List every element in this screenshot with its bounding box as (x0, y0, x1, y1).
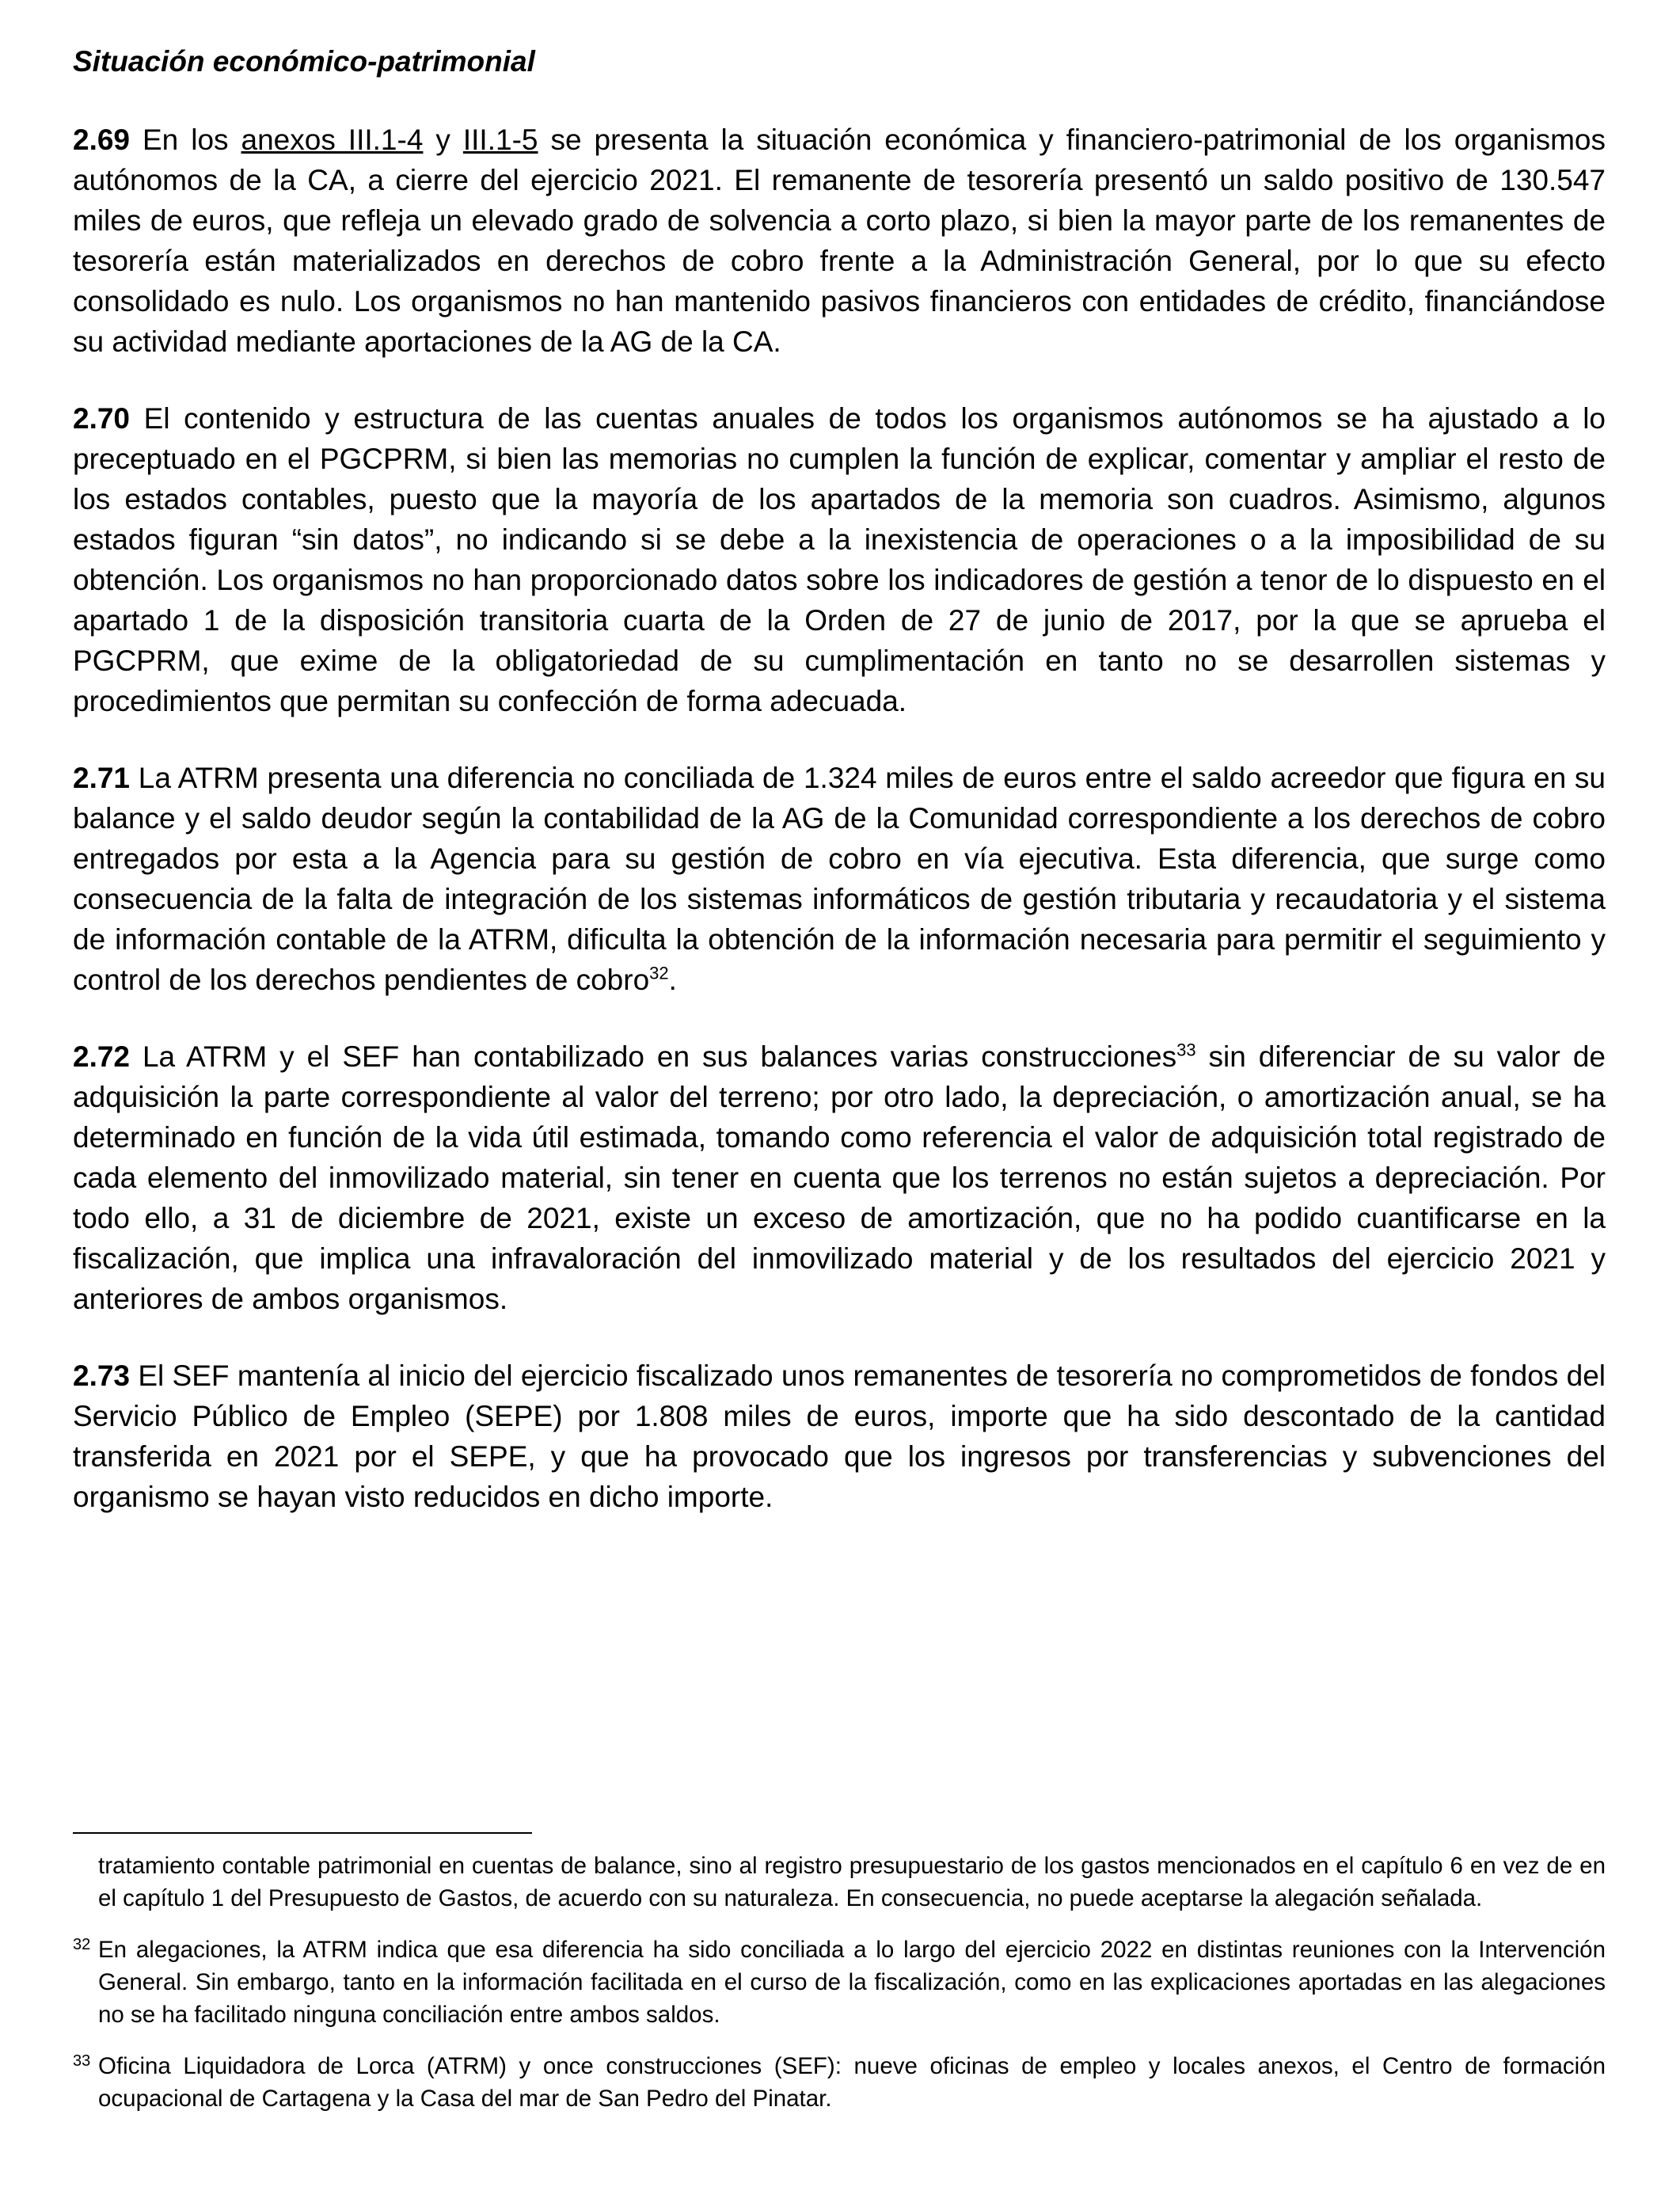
footnote-ref-32[interactable]: 32 (649, 963, 669, 983)
footnote-text: tratamiento contable patrimonial en cuentas de balance, sino al registro presupuestario de los gastos mencionados en el capítulo 6 en vez de en el capítulo 1 del Presupuesto de Gastos, de acuerdo con su naturaleza. En consecuencia, no puede aceptarse la alegación señalada. (98, 1853, 1606, 1911)
paragraph-text: El contenido y estructura de las cuentas anuales de todos los organismos autónomos se ha ajustado a lo preceptuado en el PGCPRM, si bien las memorias no cumplen la función de explicar, comentar y ampliar el resto de los estados contables, puesto que la mayoría de los apartados de la memoria son cuadros. Asimismo, algunos estados figuran “sin datos”, no indicando si se debe a la inexistencia de operaciones o a la imposibilidad de su obtención. Los organismos no han proporcionado datos sobre los indicadores de gestión a tenor de lo dispuesto en el apartado 1 de la disposición transitoria cuarta de la Orden de 27 de junio de 2017, por la que se aprueba el PGCPRM, que exime de la obligatoriedad de su cumplimentación en tanto no se desarrollen sistemas y procedimientos que permitan su confección de forma adecuada. (73, 402, 1606, 717)
footnote-33 (73, 2050, 1606, 2115)
paragraph-2-73 (73, 1356, 1606, 1517)
paragraph-number: 2.73 (73, 1359, 131, 1392)
footnote-32 (73, 1934, 1606, 2031)
paragraph-2-70 (73, 398, 1606, 721)
paragraph-2-71 (73, 758, 1606, 1000)
paragraph-text: sin diferenciar de su valor de adquisición la parte correspondiente al valor del terreno; por otro lado, la depreciación, o amortización anual, se ha determinado en función de la vida útil estimada, tomando como referencia el valor de adquisición total registrado de cada elemento del inmovilizado material, sin tener en cuenta que los terrenos no están sujetos a depreciación. Por todo ello, a 31 de diciembre de 2021, existe un exceso de amortización, que no ha podido cuantificarse en la fiscalización, que implica una infravaloración del inmovilizado material y de los resultados del ejercicio 2021 y anteriores de ambos organismos. (73, 1040, 1606, 1315)
paragraph-text: se presenta la situación económica y financiero-patrimonial de los organismos autónomos de la CA, a cierre del ejercicio 2021. El remanente de tesorería presentó un saldo positivo de 130.547 miles de euros, que refleja un elevado grado de solvencia a corto plazo, si bien la mayor parte de los remanentes de tesorería están materializados en derechos de cobro frente a la Administración General, por lo que su efecto consolidado es nulo. Los organismos no han mantenido pasivos financieros con entidades de crédito, financiándose su actividad mediante aportaciones de la AG de la CA. (73, 124, 1606, 358)
paragraph-text: La ATRM presenta una diferencia no conciliada de 1.324 miles de euros entre el saldo acreedor que figura en su balance y el saldo deudor según la contabilidad de la AG de la Comunidad correspondiente a los derechos de cobro entregados por esta a la Agencia para su gestión de cobro en vía ejecutiva. Esta diferencia, que surge como consecuencia de la falta de integración de los sistemas informáticos de gestión tributaria y recaudatoria y el sistema de información contable de la ATRM, dificulta la obtención de la información necesaria para permitir el seguimiento y control de los derechos pendientes de cobro (73, 762, 1606, 996)
paragraph-2-72 (73, 1036, 1606, 1319)
footnote-ref-33[interactable]: 33 (1176, 1040, 1196, 1060)
footnote-mark: 32 (73, 1936, 91, 1953)
footnote-mark: 33 (73, 2052, 91, 2070)
paragraph-2-69 (73, 120, 1606, 362)
document-body (73, 41, 1606, 1553)
paragraph-number: 2.70 (73, 402, 131, 435)
annex-link-iii-1-5[interactable]: III.1-5 (462, 124, 538, 156)
footnote-continued (73, 1850, 1606, 1915)
footnotes (73, 1850, 1606, 2134)
paragraph-number: 2.72 (73, 1040, 131, 1073)
paragraph-text: En los (130, 124, 241, 156)
paragraph-text: . (668, 964, 677, 996)
paragraph-number: 2.71 (73, 762, 131, 794)
paragraph-text: y (423, 124, 463, 156)
footnote-separator (73, 1832, 532, 1834)
paragraph-number: 2.69 (73, 124, 131, 156)
section-heading: Situación económico-patrimonial (73, 45, 535, 78)
footnote-text: Oficina Liquidadora de Lorca (ATRM) y once construcciones (SEF): nueve oficinas de empleo y locales anexos, el Centro de formación ocupacional de Cartagena y la Casa del mar de San Pedro del Pinatar. (98, 2053, 1606, 2112)
footnote-text: En alegaciones, la ATRM indica que esa diferencia ha sido conciliada a lo largo del ejercicio 2022 en distintas reuniones con la Intervención General. Sin embargo, tanto en la información facilitada en el curso de la fiscalización, como en las explicaciones aportadas en las alegaciones no se ha facilitado ninguna conciliación entre ambos saldos. (98, 1937, 1606, 2028)
annex-link-iii-1-4[interactable]: anexos III.1-4 (241, 124, 424, 156)
paragraph-text: El SEF mantenía al inicio del ejercicio fiscalizado unos remanentes de tesorería no comprometidos de fondos del Servicio Público de Empleo (SEPE) por 1.808 miles de euros, importe que ha sido descontado de la cantidad transferida en 2021 por el SEPE, y que ha provocado que los ingresos por transferencias y subvenciones del organismo se hayan visto reducidos en dicho importe. (73, 1359, 1606, 1513)
paragraph-text: La ATRM y el SEF han contabilizado en sus balances varias construcciones (130, 1040, 1177, 1073)
